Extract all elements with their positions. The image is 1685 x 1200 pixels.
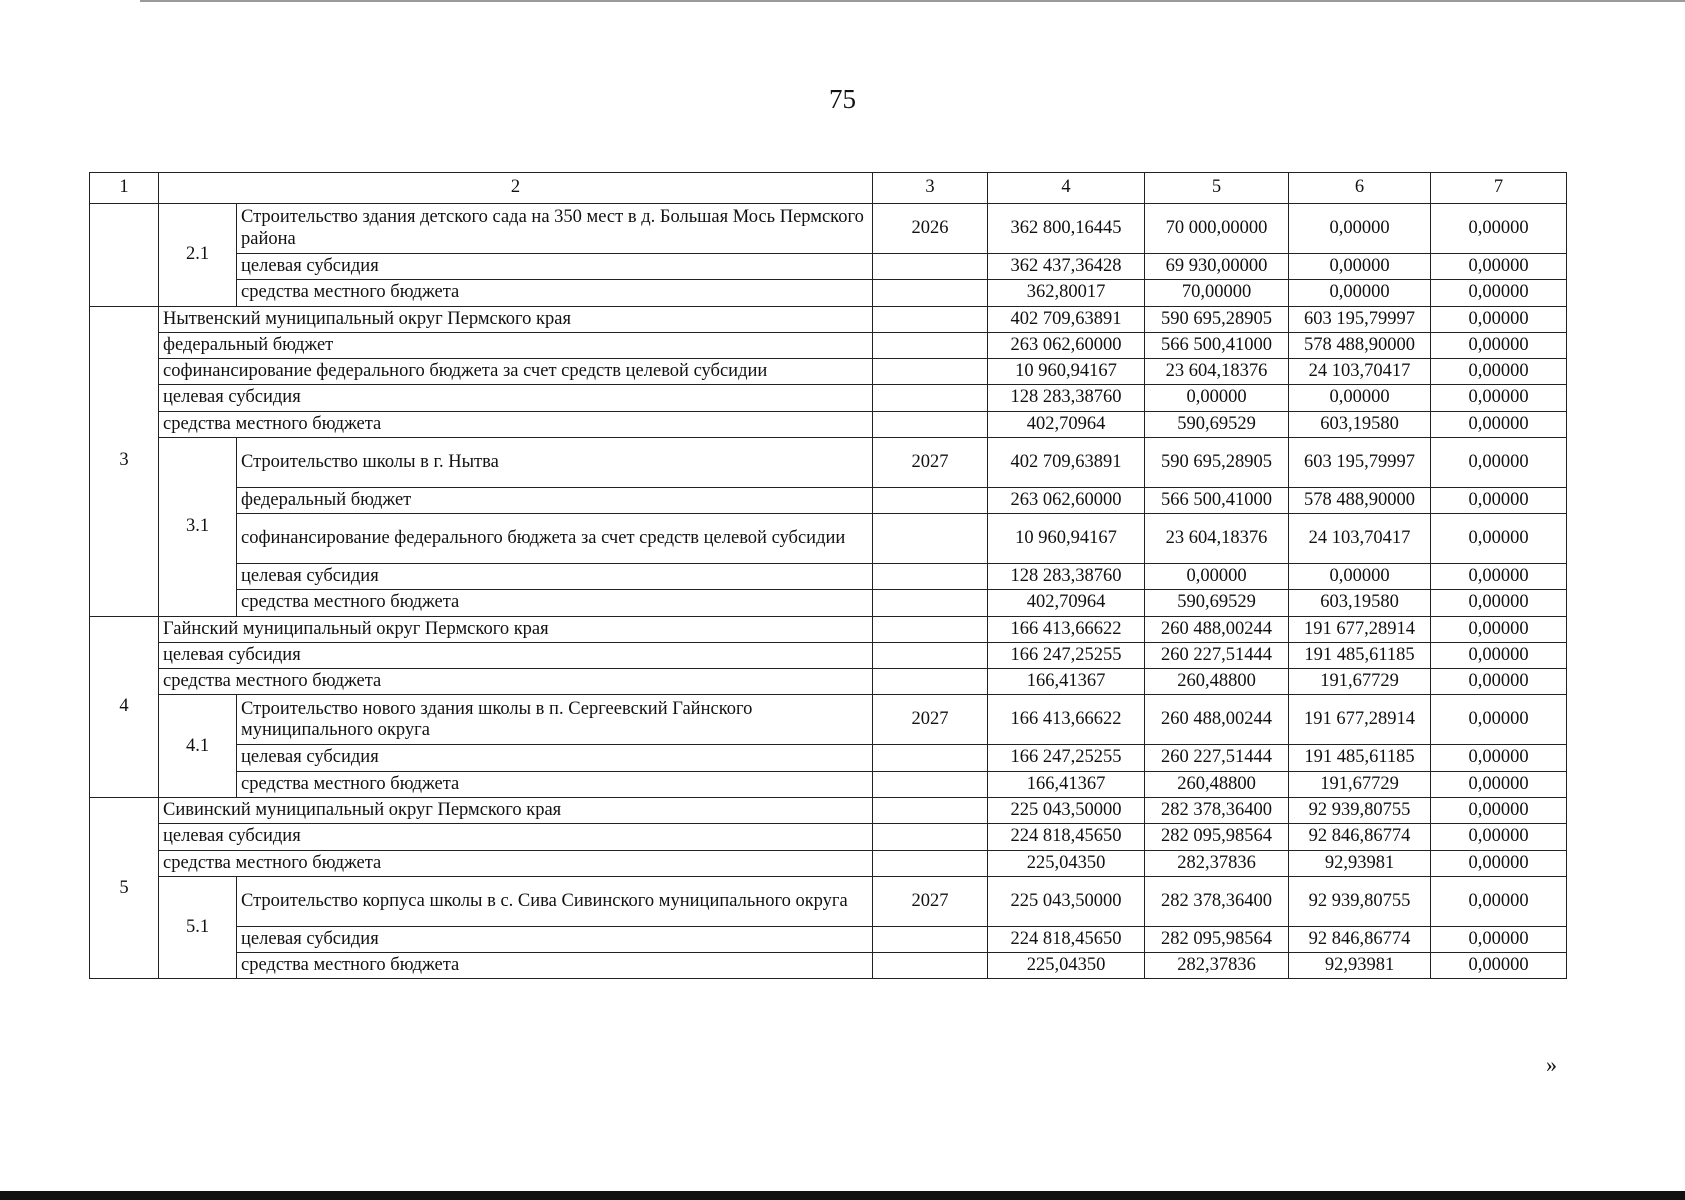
year-cell bbox=[873, 824, 988, 850]
value-col7-cell: 0,00000 bbox=[1431, 437, 1567, 487]
value-col7-cell: 0,00000 bbox=[1431, 514, 1567, 564]
value-col6-cell: 191,67729 bbox=[1289, 669, 1431, 695]
year-cell bbox=[873, 642, 988, 668]
municipality-title-cell: Нытвенский муниципальный округ Пермского края bbox=[159, 306, 873, 332]
value-col4-cell: 10 960,94167 bbox=[988, 359, 1145, 385]
value-col6-cell: 0,00000 bbox=[1289, 385, 1431, 411]
value-col6-cell: 92,93981 bbox=[1289, 953, 1431, 979]
table-row bbox=[90, 876, 1567, 926]
value-col5-cell: 0,00000 bbox=[1145, 385, 1289, 411]
municipality-title-cell: Гайнский муниципальный округ Пермского края bbox=[159, 616, 873, 642]
value-col4-cell: 224 818,45650 bbox=[988, 824, 1145, 850]
subsection-number-cell: 4.1 bbox=[159, 695, 237, 798]
value-col7-cell: 0,00000 bbox=[1431, 824, 1567, 850]
value-col5-cell: 70 000,00000 bbox=[1145, 204, 1289, 254]
value-col7-cell: 0,00000 bbox=[1431, 771, 1567, 797]
value-col6-cell: 24 103,70417 bbox=[1289, 359, 1431, 385]
funding-source-cell: целевая субсидия bbox=[237, 745, 873, 771]
value-col7-cell: 0,00000 bbox=[1431, 280, 1567, 306]
table-row bbox=[90, 926, 1567, 952]
table-row bbox=[90, 850, 1567, 876]
table-row bbox=[90, 359, 1567, 385]
value-col5-cell: 590,69529 bbox=[1145, 590, 1289, 616]
header-cell-7: 7 bbox=[1431, 173, 1567, 204]
project-title-cell: Строительство здания детского сада на 350 мест в д. Большая Мось Пермского района bbox=[237, 204, 873, 254]
value-col7-cell: 0,00000 bbox=[1431, 411, 1567, 437]
year-cell bbox=[873, 953, 988, 979]
value-col5-cell: 260 227,51444 bbox=[1145, 745, 1289, 771]
year-cell bbox=[873, 514, 988, 564]
funding-source-cell: средства местного бюджета bbox=[237, 771, 873, 797]
table-row bbox=[90, 332, 1567, 358]
value-col4-cell: 362 800,16445 bbox=[988, 204, 1145, 254]
value-col6-cell: 191,67729 bbox=[1289, 771, 1431, 797]
value-col6-cell: 92 846,86774 bbox=[1289, 926, 1431, 952]
year-cell bbox=[873, 771, 988, 797]
value-col7-cell: 0,00000 bbox=[1431, 204, 1567, 254]
section-number-cell: 5 bbox=[90, 797, 159, 978]
value-col6-cell: 191 485,61185 bbox=[1289, 745, 1431, 771]
year-cell bbox=[873, 332, 988, 358]
table-row bbox=[90, 590, 1567, 616]
funding-source-cell: средства местного бюджета bbox=[237, 953, 873, 979]
value-col5-cell: 282 378,36400 bbox=[1145, 797, 1289, 823]
funding-source-cell: целевая субсидия bbox=[159, 824, 873, 850]
value-col7-cell: 0,00000 bbox=[1431, 385, 1567, 411]
value-col5-cell: 260,48800 bbox=[1145, 669, 1289, 695]
value-col4-cell: 166,41367 bbox=[988, 669, 1145, 695]
value-col6-cell: 0,00000 bbox=[1289, 204, 1431, 254]
year-cell bbox=[873, 280, 988, 306]
table-row bbox=[90, 385, 1567, 411]
table-row bbox=[90, 254, 1567, 280]
value-col4-cell: 263 062,60000 bbox=[988, 487, 1145, 513]
year-cell bbox=[873, 359, 988, 385]
value-col5-cell: 282,37836 bbox=[1145, 953, 1289, 979]
scan-edge-bottom bbox=[0, 1191, 1685, 1200]
value-col6-cell: 603 195,79997 bbox=[1289, 437, 1431, 487]
subsection-number-cell: 2.1 bbox=[159, 204, 237, 307]
value-col4-cell: 225,04350 bbox=[988, 850, 1145, 876]
table-row bbox=[90, 771, 1567, 797]
header-cell-5: 5 bbox=[1145, 173, 1289, 204]
value-col7-cell: 0,00000 bbox=[1431, 642, 1567, 668]
value-col7-cell: 0,00000 bbox=[1431, 850, 1567, 876]
value-col6-cell: 92 939,80755 bbox=[1289, 876, 1431, 926]
table-row bbox=[90, 824, 1567, 850]
header-cell-6: 6 bbox=[1289, 173, 1431, 204]
table-row bbox=[90, 280, 1567, 306]
section-number-cell: 3 bbox=[90, 306, 159, 616]
value-col7-cell: 0,00000 bbox=[1431, 564, 1567, 590]
value-col5-cell: 282 378,36400 bbox=[1145, 876, 1289, 926]
value-col6-cell: 191 677,28914 bbox=[1289, 695, 1431, 745]
value-col4-cell: 10 960,94167 bbox=[988, 514, 1145, 564]
funding-source-cell: целевая субсидия bbox=[159, 642, 873, 668]
value-col7-cell: 0,00000 bbox=[1431, 306, 1567, 332]
value-col6-cell: 92,93981 bbox=[1289, 850, 1431, 876]
value-col4-cell: 402 709,63891 bbox=[988, 306, 1145, 332]
value-col5-cell: 282 095,98564 bbox=[1145, 926, 1289, 952]
year-cell bbox=[873, 616, 988, 642]
section-number-cell: 4 bbox=[90, 616, 159, 797]
year-cell bbox=[873, 926, 988, 952]
value-col6-cell: 0,00000 bbox=[1289, 564, 1431, 590]
funding-source-cell: средства местного бюджета bbox=[237, 590, 873, 616]
funding-source-cell: софинансирование федерального бюджета за счет средств целевой субсидии bbox=[237, 514, 873, 564]
value-col5-cell: 282,37836 bbox=[1145, 850, 1289, 876]
value-col5-cell: 0,00000 bbox=[1145, 564, 1289, 590]
value-col6-cell: 24 103,70417 bbox=[1289, 514, 1431, 564]
value-col4-cell: 362,80017 bbox=[988, 280, 1145, 306]
value-col7-cell: 0,00000 bbox=[1431, 669, 1567, 695]
value-col6-cell: 578 488,90000 bbox=[1289, 487, 1431, 513]
value-col5-cell: 260 227,51444 bbox=[1145, 642, 1289, 668]
table-row bbox=[90, 204, 1567, 254]
table-row bbox=[90, 411, 1567, 437]
year-cell bbox=[873, 254, 988, 280]
value-col6-cell: 191 485,61185 bbox=[1289, 642, 1431, 668]
year-cell bbox=[873, 850, 988, 876]
year-cell bbox=[873, 797, 988, 823]
value-col7-cell: 0,00000 bbox=[1431, 616, 1567, 642]
funding-source-cell: средства местного бюджета bbox=[159, 850, 873, 876]
value-col7-cell: 0,00000 bbox=[1431, 876, 1567, 926]
funding-source-cell: федеральный бюджет bbox=[159, 332, 873, 358]
table-body bbox=[90, 173, 1567, 979]
header-row bbox=[90, 173, 1567, 204]
value-col6-cell: 578 488,90000 bbox=[1289, 332, 1431, 358]
year-cell: 2027 bbox=[873, 876, 988, 926]
header-cell-1: 1 bbox=[90, 173, 159, 204]
value-col5-cell: 282 095,98564 bbox=[1145, 824, 1289, 850]
value-col4-cell: 225,04350 bbox=[988, 953, 1145, 979]
table-row bbox=[90, 514, 1567, 564]
municipality-title-cell: Сивинский муниципальный округ Пермского края bbox=[159, 797, 873, 823]
table-row bbox=[90, 616, 1567, 642]
value-col4-cell: 263 062,60000 bbox=[988, 332, 1145, 358]
value-col4-cell: 402 709,63891 bbox=[988, 437, 1145, 487]
value-col4-cell: 128 283,38760 bbox=[988, 385, 1145, 411]
value-col6-cell: 603 195,79997 bbox=[1289, 306, 1431, 332]
value-col6-cell: 0,00000 bbox=[1289, 280, 1431, 306]
value-col5-cell: 69 930,00000 bbox=[1145, 254, 1289, 280]
table-row bbox=[90, 487, 1567, 513]
value-col5-cell: 566 500,41000 bbox=[1145, 487, 1289, 513]
header-cell-4: 4 bbox=[988, 173, 1145, 204]
value-col7-cell: 0,00000 bbox=[1431, 797, 1567, 823]
year-cell bbox=[873, 745, 988, 771]
year-cell: 2027 bbox=[873, 437, 988, 487]
value-col4-cell: 402,70964 bbox=[988, 590, 1145, 616]
year-cell bbox=[873, 487, 988, 513]
header-cell-2: 2 bbox=[159, 173, 873, 204]
value-col4-cell: 225 043,50000 bbox=[988, 797, 1145, 823]
value-col5-cell: 260,48800 bbox=[1145, 771, 1289, 797]
funding-source-cell: федеральный бюджет bbox=[237, 487, 873, 513]
value-col4-cell: 128 283,38760 bbox=[988, 564, 1145, 590]
value-col5-cell: 590 695,28905 bbox=[1145, 437, 1289, 487]
project-title-cell: Строительство корпуса школы в с. Сива Сивинского муниципального округа bbox=[237, 876, 873, 926]
value-col5-cell: 70,00000 bbox=[1145, 280, 1289, 306]
year-cell bbox=[873, 411, 988, 437]
value-col4-cell: 166,41367 bbox=[988, 771, 1145, 797]
year-cell: 2026 bbox=[873, 204, 988, 254]
value-col6-cell: 92 846,86774 bbox=[1289, 824, 1431, 850]
value-col4-cell: 166 413,66622 bbox=[988, 616, 1145, 642]
header-cell-3: 3 bbox=[873, 173, 988, 204]
table-row bbox=[90, 797, 1567, 823]
year-cell bbox=[873, 385, 988, 411]
value-col7-cell: 0,00000 bbox=[1431, 926, 1567, 952]
funding-source-cell: целевая субсидия bbox=[237, 926, 873, 952]
project-title-cell: Строительство нового здания школы в п. Сергеевский Гайнского муниципального округа bbox=[237, 695, 873, 745]
year-cell: 2027 bbox=[873, 695, 988, 745]
year-cell bbox=[873, 669, 988, 695]
value-col7-cell: 0,00000 bbox=[1431, 254, 1567, 280]
value-col4-cell: 166 247,25255 bbox=[988, 745, 1145, 771]
value-col7-cell: 0,00000 bbox=[1431, 487, 1567, 513]
table-row bbox=[90, 306, 1567, 332]
subsection-number-cell: 5.1 bbox=[159, 876, 237, 979]
year-cell bbox=[873, 306, 988, 332]
page-number: 75 bbox=[829, 84, 856, 114]
value-col7-cell: 0,00000 bbox=[1431, 745, 1567, 771]
funding-source-cell: средства местного бюджета bbox=[159, 669, 873, 695]
value-col4-cell: 225 043,50000 bbox=[988, 876, 1145, 926]
value-col4-cell: 166 413,66622 bbox=[988, 695, 1145, 745]
value-col5-cell: 260 488,00244 bbox=[1145, 695, 1289, 745]
funding-source-cell: софинансирование федерального бюджета за счет средств целевой субсидии bbox=[159, 359, 873, 385]
value-col5-cell: 260 488,00244 bbox=[1145, 616, 1289, 642]
scan-edge-top bbox=[140, 0, 1685, 2]
value-col4-cell: 362 437,36428 bbox=[988, 254, 1145, 280]
section-number-cell bbox=[90, 204, 159, 307]
value-col6-cell: 0,00000 bbox=[1289, 254, 1431, 280]
budget-table bbox=[89, 172, 1567, 979]
value-col4-cell: 402,70964 bbox=[988, 411, 1145, 437]
funding-source-cell: целевая субсидия bbox=[159, 385, 873, 411]
value-col4-cell: 166 247,25255 bbox=[988, 642, 1145, 668]
value-col6-cell: 191 677,28914 bbox=[1289, 616, 1431, 642]
year-cell bbox=[873, 564, 988, 590]
table-row bbox=[90, 669, 1567, 695]
table-row bbox=[90, 642, 1567, 668]
value-col5-cell: 23 604,18376 bbox=[1145, 359, 1289, 385]
continuation-mark: » bbox=[1546, 1052, 1557, 1077]
table-row bbox=[90, 953, 1567, 979]
funding-source-cell: целевая субсидия bbox=[237, 254, 873, 280]
funding-source-cell: средства местного бюджета bbox=[159, 411, 873, 437]
value-col5-cell: 566 500,41000 bbox=[1145, 332, 1289, 358]
subsection-number-cell: 3.1 bbox=[159, 437, 237, 616]
value-col7-cell: 0,00000 bbox=[1431, 695, 1567, 745]
value-col5-cell: 590 695,28905 bbox=[1145, 306, 1289, 332]
value-col6-cell: 603,19580 bbox=[1289, 590, 1431, 616]
funding-source-cell: средства местного бюджета bbox=[237, 280, 873, 306]
value-col5-cell: 23 604,18376 bbox=[1145, 514, 1289, 564]
value-col5-cell: 590,69529 bbox=[1145, 411, 1289, 437]
project-title-cell: Строительство школы в г. Нытва bbox=[237, 437, 873, 487]
table-row bbox=[90, 437, 1567, 487]
value-col6-cell: 92 939,80755 bbox=[1289, 797, 1431, 823]
table-row bbox=[90, 695, 1567, 745]
value-col7-cell: 0,00000 bbox=[1431, 953, 1567, 979]
value-col4-cell: 224 818,45650 bbox=[988, 926, 1145, 952]
funding-source-cell: целевая субсидия bbox=[237, 564, 873, 590]
table-row bbox=[90, 564, 1567, 590]
value-col7-cell: 0,00000 bbox=[1431, 590, 1567, 616]
value-col7-cell: 0,00000 bbox=[1431, 359, 1567, 385]
value-col6-cell: 603,19580 bbox=[1289, 411, 1431, 437]
value-col7-cell: 0,00000 bbox=[1431, 332, 1567, 358]
table-row bbox=[90, 745, 1567, 771]
year-cell bbox=[873, 590, 988, 616]
